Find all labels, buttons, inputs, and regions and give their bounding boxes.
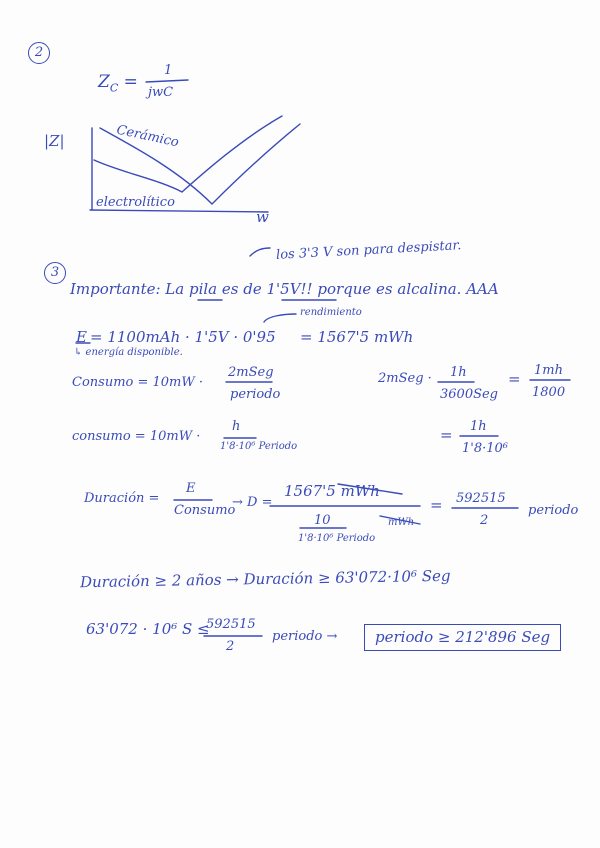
conv-res-num: 1mh xyxy=(534,363,563,378)
conv2-eq: = xyxy=(440,426,453,444)
curve-ceramic-label: Cerámico xyxy=(115,122,181,151)
formula-lhs: $Z_C$ = xyxy=(98,72,138,95)
energy-lhs: E xyxy=(76,328,87,346)
duracion-small-den: 1'8·10⁶ Periodo xyxy=(298,533,376,544)
graph-x-axis xyxy=(90,210,268,212)
final-lhs: 63'072 · 10⁶ S ≤ xyxy=(86,620,210,638)
section-number-3: 3 xyxy=(44,262,66,284)
rendimiento-bracket xyxy=(264,314,296,322)
duracion-eq: = xyxy=(430,496,443,514)
energy-rhs: = 1100mAh · 1'5V · 0'95 xyxy=(90,328,276,346)
conv-res-den: 1800 xyxy=(532,385,566,400)
graph-xlabel: w xyxy=(256,208,269,226)
duracion-res-unit: periodo xyxy=(528,503,579,518)
final-den: 2 xyxy=(226,639,235,654)
annotation-arrow xyxy=(250,248,270,256)
condition-line: Duración ≥ 2 años → Duración ≥ 63'072·10⁶ Seg xyxy=(79,566,451,592)
consumo-lhs: Consumo = 10mW · xyxy=(72,375,203,390)
duracion-big-num: 1567'5 mWh xyxy=(284,482,380,500)
conv2-num: 1h xyxy=(470,419,487,434)
formula-numerator: 1 xyxy=(164,63,173,78)
conv-den: 3600Seg xyxy=(440,387,499,402)
duracion-res-num: 592515 xyxy=(456,491,506,506)
bar-formula xyxy=(146,80,188,82)
duracion-small-num: 10 xyxy=(314,513,331,528)
final-result-box: periodo ≥ 212'896 Seg xyxy=(364,624,561,651)
duracion-res-den: 2 xyxy=(480,513,489,528)
energy-result: = 1567'5 mWh xyxy=(300,328,414,346)
duracion-lhs: Duración = xyxy=(84,491,160,506)
final-num: 592515 xyxy=(206,617,256,632)
conv-num: 1h xyxy=(450,365,467,380)
duracion-num: E xyxy=(186,481,196,496)
duracion-den: Consumo xyxy=(174,503,236,518)
duracion-mwh: mWh xyxy=(388,517,415,528)
consumo2-num: h xyxy=(232,419,241,434)
consumo-num: 2mSeg xyxy=(228,365,274,380)
curve-electrolytic-label: electrolítico xyxy=(96,195,175,210)
graph-ylabel: |Z| xyxy=(44,132,65,150)
annotation-note: los 3'3 V son para despistar. xyxy=(275,238,462,263)
section-number-2: 2 xyxy=(28,42,50,64)
conv-eq: = xyxy=(508,370,521,388)
formula-denominator: jwC xyxy=(148,85,174,100)
consumo2-lhs: consumo = 10mW · xyxy=(72,429,201,444)
energy-caption: ↳ energía disponible. xyxy=(74,347,183,358)
consumo-den: periodo xyxy=(230,387,281,402)
duracion-arrow: → D = xyxy=(232,495,273,510)
rendimiento-label: rendimiento xyxy=(300,307,362,318)
conv2-den: 1'8·10⁶ xyxy=(462,441,509,456)
consumo2-den: 1'8·10⁶ Periodo xyxy=(220,441,298,452)
final-unit: periodo → xyxy=(272,629,338,644)
electrolytic-curve xyxy=(94,116,282,192)
ceramic-curve xyxy=(100,124,300,204)
important-line: Importante: La pila es de 1'5V!! porque es alcalina. AAA xyxy=(70,280,499,298)
conv-lhs: 2mSeg · xyxy=(378,371,432,386)
